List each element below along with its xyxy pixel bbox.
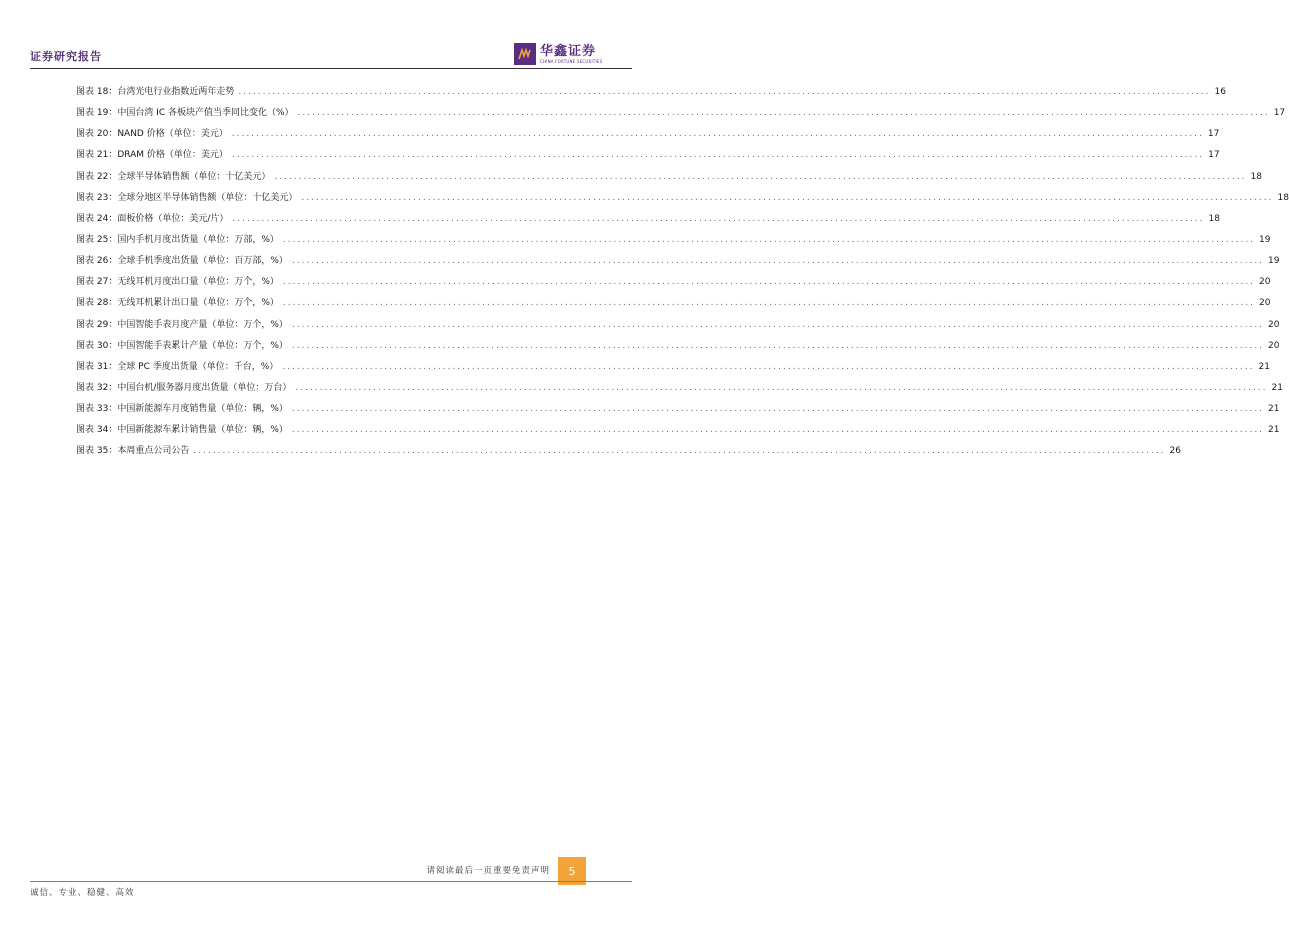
toc-entry-label: 图表 18：台湾光电行业指数近两年走势 (76, 87, 235, 97)
toc-entry[interactable] (76, 420, 1280, 441)
toc-entry-page: 21 (1268, 404, 1280, 415)
toc-entry-label: 图表 19：中国台湾 IC 各板块产值当季同比变化（%） (76, 108, 294, 119)
toc-entry[interactable] (76, 251, 1280, 272)
toc-entry-page: 17 (1273, 108, 1286, 119)
header-divider (30, 68, 632, 69)
toc-dot-leader: ........................................................................................................................................................................................................ (282, 298, 1256, 309)
toc-entry[interactable] (76, 145, 1220, 166)
toc-entry-label: 图表 30：中国智能手表累计产量（单位：万个，%） (76, 340, 288, 351)
toc-entry-label: 图表 22：全球半导体销售额（单位：十亿美元） (76, 171, 271, 182)
toc-entry-page: 26 (1169, 446, 1181, 457)
toc-entry-page: 20 (1259, 298, 1271, 309)
toc-dot-leader: ........................................................................................................................................................................................................ (291, 256, 1265, 267)
toc-entry[interactable] (76, 315, 1280, 336)
toc-dot-leader: ........................................................................................................................................................................................................ (282, 361, 1255, 372)
logo-name-en: CHINA FORTUNE SECURITIES (540, 58, 603, 64)
toc-entry-label: 图表 23：全球分地区半导体销售额（单位：十亿美元） (76, 192, 298, 203)
toc-entry-page: 18 (1277, 192, 1289, 203)
toc-entry[interactable] (76, 82, 1226, 103)
toc-entry-label: 图表 33：中国新能源车月度销售量（单位：辆，%） (76, 404, 288, 415)
toc-entry-page: 21 (1268, 425, 1280, 436)
toc-entry-page: 17 (1208, 150, 1220, 161)
logo-name-cn: 华鑫证券 (540, 43, 597, 59)
toc-entry[interactable] (76, 441, 1181, 462)
toc-entry-label: 图表 31：全球 PC 季度出货量（单位：千台，%） (76, 361, 279, 372)
toc-entry-label: 图表 27：无线耳机月度出口量（单位：万个，%） (76, 277, 279, 288)
toc-dot-leader: ........................................................................................................................................................................................................ (291, 425, 1265, 436)
toc-entry-page: 18 (1250, 171, 1262, 182)
toc-entry[interactable] (76, 167, 1262, 188)
figure-index-list (76, 82, 1289, 463)
footer-divider (30, 881, 632, 882)
toc-dot-leader: ........................................................................................................................................................................................................ (295, 382, 1268, 393)
toc-entry-label: 图表 28：无线耳机累计出口量（单位：万个，%） (76, 298, 279, 309)
toc-entry[interactable] (76, 357, 1270, 378)
toc-entry[interactable] (76, 378, 1283, 399)
toc-entry-label: 图表 26：全球手机季度出货量（单位：百万部，%） (76, 256, 288, 267)
company-logo (514, 42, 602, 66)
toc-entry[interactable] (76, 230, 1271, 251)
toc-dot-leader: ........................................................................................................................................................................................................ (291, 340, 1265, 351)
toc-entry-label: 图表 24：面板价格（单位：美元/片） (76, 213, 229, 224)
toc-entry-label: 图表 25：国内手机月度出货量（单位：万部，%） (76, 234, 279, 245)
toc-entry-label: 图表 35：本周重点公司公告 (76, 446, 190, 457)
toc-entry-label: 图表 29：中国智能手表月度产量（单位：万个，%） (76, 319, 288, 330)
page-number-badge: 5 (558, 857, 586, 885)
logo-mark-icon (514, 43, 536, 65)
toc-entry-page: 16 (1214, 87, 1226, 97)
toc-entry[interactable] (76, 399, 1280, 420)
toc-dot-leader: ........................................................................................................................................................................................................ (282, 234, 1256, 245)
toc-dot-leader: ........................................................................................................................................................................................................ (282, 277, 1256, 288)
toc-entry[interactable] (76, 336, 1280, 357)
toc-dot-leader: ........................................................................................................................................................................................................ (193, 446, 1166, 457)
toc-entry[interactable] (76, 103, 1286, 124)
toc-entry[interactable] (76, 124, 1220, 145)
toc-entry-page: 20 (1259, 277, 1271, 288)
toc-dot-leader: ........................................................................................................................................................................................................ (274, 171, 1247, 182)
toc-dot-leader: ........................................................................................................................................................................................................ (231, 150, 1205, 161)
toc-entry-page: 19 (1259, 234, 1271, 245)
toc-entry-label: 图表 21：DRAM 价格（单位：美元） (76, 150, 228, 161)
toc-entry-page: 20 (1268, 340, 1280, 351)
toc-dot-leader: ........................................................................................................................................................................................................ (297, 108, 1270, 119)
toc-entry[interactable] (76, 188, 1289, 209)
toc-dot-leader: ........................................................................................................................................................................................................ (291, 319, 1265, 330)
toc-dot-leader: ........................................................................................................................................................................................................ (301, 192, 1274, 203)
toc-entry-page: 20 (1268, 319, 1280, 330)
toc-dot-leader: ........................................................................................................................................................................................................ (238, 87, 1211, 97)
toc-entry[interactable] (76, 272, 1271, 293)
toc-entry-page: 19 (1268, 256, 1280, 267)
toc-entry-page: 18 (1208, 213, 1220, 224)
toc-entry[interactable] (76, 293, 1271, 314)
report-type-label: 证券研究报告 (30, 50, 102, 63)
toc-dot-leader: ........................................................................................................................................................................................................ (232, 213, 1205, 224)
toc-entry-label: 图表 20：NAND 价格（单位：美元） (76, 129, 228, 140)
toc-entry-page: 21 (1258, 361, 1270, 372)
disclaimer-note: 请阅读最后一页重要免责声明 (426, 866, 550, 876)
toc-entry-label: 图表 34：中国新能源车累计销售量（单位：辆，%） (76, 425, 288, 436)
toc-entry[interactable] (76, 209, 1220, 230)
toc-dot-leader: ........................................................................................................................................................................................................ (231, 129, 1204, 140)
company-motto: 诚信、专业、稳健、高效 (30, 888, 135, 898)
toc-entry-page: 17 (1207, 129, 1220, 140)
toc-entry-page: 21 (1271, 382, 1283, 393)
toc-dot-leader: ........................................................................................................................................................................................................ (291, 404, 1265, 415)
toc-entry-label: 图表 32：中国台机/服务器月度出货量（单位：万台） (76, 382, 292, 393)
